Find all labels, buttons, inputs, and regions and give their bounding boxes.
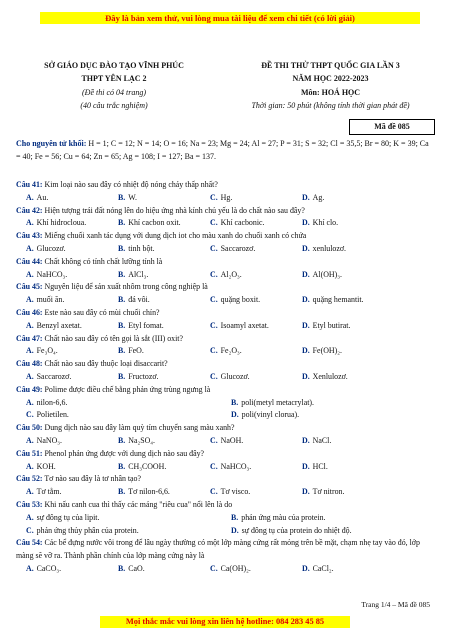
preview-banner: Đây là bản xem thử, vui lòng mua tài liệu để xem chi tiết (có lời giải)	[40, 12, 420, 24]
answer-option[interactable]	[118, 563, 210, 576]
answer-option[interactable]	[118, 371, 210, 384]
option-letter: B.	[118, 269, 126, 279]
exam-code-box: Mã đề 085	[349, 119, 435, 135]
option-text: KOH.	[36, 461, 56, 471]
answer-option[interactable]	[118, 486, 210, 499]
option-text: CaCO₃.	[36, 563, 62, 573]
question-number: Câu 53:	[16, 499, 43, 509]
option-letter: D.	[302, 563, 310, 573]
option-letter: A.	[26, 218, 34, 228]
answer-option[interactable]	[302, 320, 394, 333]
option-text: quặng boxit.	[220, 295, 261, 305]
question-text: Các bể đựng nước vôi trong để lâu ngày thường có một lớp màng cứng rất mỏng trên bề mặt, chạm nhẹ tay vào đó, lớp màng sẽ vỡ ra. Thành phần chính của lớp màng cứng này là	[16, 538, 420, 561]
answer-option[interactable]	[210, 563, 302, 576]
question-number: Câu 45:	[16, 282, 43, 292]
answer-option[interactable]	[210, 371, 302, 384]
option-text: tinh bột.	[128, 243, 155, 253]
page-footer: Trang 1/4 – Mã đề 085	[361, 600, 430, 609]
question-stem	[16, 256, 436, 269]
option-text: Fe₂O₃.	[220, 346, 242, 356]
answer-option[interactable]	[302, 345, 394, 358]
question-stem	[16, 384, 436, 397]
option-text: phản ứng thủy phân của protein.	[36, 525, 139, 535]
time-limit: Thời gian: 50 phút (không tính thời gian phát đề)	[251, 101, 410, 111]
question-number: Câu 50:	[16, 423, 43, 433]
options-row	[16, 409, 436, 422]
option-text: Ca(OH)₂.	[220, 563, 251, 573]
option-text: Khí hidrocloua.	[36, 218, 87, 228]
question-text: Dung dịch nào sau đây làm quỳ tím chuyển sang màu xanh?	[42, 423, 235, 433]
answer-option[interactable]	[26, 371, 118, 384]
option-letter: B.	[118, 435, 126, 445]
question-stem	[16, 448, 436, 461]
option-letter: A.	[26, 295, 34, 305]
option-letter: C.	[210, 243, 218, 253]
options-row	[16, 525, 436, 538]
question-item	[16, 333, 436, 359]
option-text: sự đông tụ của protein do nhiệt độ.	[241, 525, 352, 535]
option-letter: A.	[26, 512, 34, 522]
question-stem	[16, 307, 436, 320]
option-letter: D.	[302, 435, 310, 445]
option-text: Benzyl axetat.	[36, 320, 82, 330]
question-stem	[16, 358, 436, 371]
answer-option[interactable]	[26, 486, 118, 499]
question-stem	[16, 205, 436, 218]
answer-option[interactable]	[302, 563, 394, 576]
question-number: Câu 48:	[16, 359, 43, 369]
answer-option[interactable]	[26, 435, 118, 448]
option-text: muối ăn.	[36, 295, 65, 305]
option-letter: C.	[210, 192, 218, 202]
option-text: Etyl butirat.	[312, 320, 351, 330]
option-text: NaOH.	[220, 435, 244, 445]
option-letter: C.	[210, 295, 218, 305]
answer-option[interactable]	[302, 461, 394, 474]
options-row	[16, 435, 436, 448]
option-letter: D.	[302, 295, 310, 305]
option-text: xenlulozơ.	[312, 243, 346, 253]
answer-option[interactable]	[302, 486, 394, 499]
answer-option[interactable]	[26, 192, 118, 205]
answer-option[interactable]	[210, 269, 302, 282]
option-text: Tơ tằm.	[36, 487, 62, 497]
option-text: poli(metyl metacrylat).	[241, 397, 314, 407]
answer-option[interactable]	[231, 512, 436, 525]
option-letter: A.	[26, 563, 34, 573]
answer-option[interactable]	[118, 192, 210, 205]
options-row	[16, 371, 436, 384]
atomic-masses-text: H = 1; C = 12; N = 14; O = 16; Na = 23; Mg = 24; Al = 27; P = 31; S = 32; Cl = 35,5; Br = 80; K = 39; Ca = 40; Fe = 56; Cu = 64; Zn = 65; Ag = 108; I = 127; Ba = 137.	[16, 139, 429, 161]
option-text: Al(OH)₃.	[312, 269, 342, 279]
hotline-banner: Mọi thắc mắc vui lòng xin liên hệ hotline: 084 283 45 85	[100, 616, 350, 628]
question-item	[16, 499, 436, 537]
question-item	[16, 281, 436, 307]
question-number: Câu 49:	[16, 384, 43, 394]
question-count-note: (40 câu trắc nghiệm)	[80, 101, 148, 111]
option-text: NaHCO₃.	[220, 461, 252, 471]
question-number: Câu 52:	[16, 474, 43, 484]
option-letter: C.	[210, 487, 218, 497]
option-text: NaCl.	[312, 435, 332, 445]
answer-option[interactable]	[118, 320, 210, 333]
option-letter: A.	[26, 269, 34, 279]
option-text: poli(vinyl clorua).	[241, 410, 300, 420]
answer-option[interactable]	[210, 435, 302, 448]
option-letter: A.	[26, 435, 34, 445]
school-name: THPT YÊN LẠC 2	[81, 74, 147, 84]
question-text: Chất không có tính chất lưỡng tính là	[42, 256, 163, 266]
option-text: CH₃COOH.	[128, 461, 167, 471]
question-text: Hiện tượng trái đất nóng lên do hiệu ứng nhà kính chủ yếu là do chất nào sau đây?	[42, 205, 305, 215]
answer-option[interactable]	[210, 192, 302, 205]
option-letter: D.	[302, 346, 310, 356]
option-letter: C.	[210, 461, 218, 471]
option-letter: D.	[302, 487, 310, 497]
answer-option[interactable]	[26, 563, 118, 576]
option-text: đá vôi.	[128, 295, 150, 305]
question-text: Polime được điều chế bằng phản ứng trùng ngưng là	[42, 384, 211, 394]
options-row	[16, 192, 436, 205]
option-text: Hg.	[220, 192, 233, 202]
answer-option[interactable]	[210, 320, 302, 333]
atomic-masses	[16, 137, 434, 163]
options-row	[16, 269, 436, 282]
option-letter: B.	[118, 218, 126, 228]
option-text: HCl.	[312, 461, 328, 471]
question-item	[16, 256, 436, 282]
question-text: Tơ nào sau đây là tơ nhân tạo?	[42, 474, 142, 484]
option-letter: C.	[210, 346, 218, 356]
option-text: Fe(OH)₂.	[312, 346, 342, 356]
department-name: SỞ GIÁO DỤC ĐÀO TẠO VĨNH PHÚC	[44, 61, 184, 70]
question-text: Nguyên liệu để sản xuất nhôm trong công nghiệp là	[42, 282, 208, 292]
option-text: Saccarozơ.	[36, 371, 72, 381]
question-item	[16, 448, 436, 474]
option-letter: B.	[231, 397, 239, 407]
answer-option[interactable]	[231, 397, 436, 410]
question-text: Este nào sau đây có mùi chuối chín?	[42, 307, 160, 317]
page-count-note: (Đề thi có 04 trang)	[82, 87, 146, 97]
option-text: Au.	[36, 192, 49, 202]
answer-option[interactable]	[26, 269, 118, 282]
question-number: Câu 51:	[16, 448, 43, 458]
question-text: Phenol phản ứng được với dung dịch nào sau đây?	[42, 448, 205, 458]
option-text: Khí cacbon oxit.	[128, 218, 181, 228]
option-text: Isoamyl axetat.	[220, 320, 269, 330]
options-row	[16, 294, 436, 307]
option-letter: B.	[118, 371, 126, 381]
option-letter: C.	[26, 410, 34, 420]
option-text: sự đông tụ của lipit.	[36, 512, 100, 522]
option-letter: D.	[302, 243, 310, 253]
answer-option[interactable]	[302, 435, 394, 448]
question-item	[16, 358, 436, 384]
option-text: Xenlulozơ.	[312, 371, 348, 381]
answer-option[interactable]	[26, 397, 231, 410]
option-text: W.	[128, 192, 137, 202]
question-number: Câu 41:	[16, 180, 43, 189]
option-letter: D.	[231, 410, 239, 420]
answer-option[interactable]	[26, 294, 118, 307]
answer-option[interactable]	[118, 345, 210, 358]
question-number: Câu 46:	[16, 307, 43, 317]
options-row	[16, 461, 436, 474]
options-row	[16, 243, 436, 256]
question-number: Câu 47:	[16, 333, 43, 343]
options-row	[16, 217, 436, 230]
option-letter: D.	[302, 269, 310, 279]
exam-title: ĐỀ THI THỬ THPT QUỐC GIA LẦN 3	[261, 61, 400, 70]
option-letter: A.	[26, 243, 34, 253]
option-letter: A.	[26, 192, 34, 202]
option-text: Khí cacbonic.	[220, 218, 265, 228]
question-item	[16, 307, 436, 333]
answer-option[interactable]	[26, 512, 231, 525]
question-text: Chất nào sau đây thuộc loại đisaccarit?	[42, 359, 168, 369]
answer-option[interactable]	[118, 217, 210, 230]
answer-option[interactable]	[231, 409, 436, 422]
question-text: Kim loại nào sau đây có nhiệt độ nóng chảy thấp nhất?	[42, 180, 218, 189]
option-letter: A.	[26, 461, 34, 471]
options-row	[16, 320, 436, 333]
option-letter: B.	[118, 320, 126, 330]
question-text: Chất nào sau đây có tên gọi là sắt (III) oxit?	[42, 333, 183, 343]
answer-option[interactable]	[118, 294, 210, 307]
option-letter: B.	[118, 461, 126, 471]
question-stem	[16, 179, 436, 192]
option-letter: A.	[26, 371, 34, 381]
answer-option[interactable]	[210, 486, 302, 499]
option-letter: C.	[210, 435, 218, 445]
option-text: Tơ nilon-6,6.	[128, 487, 170, 497]
answer-option[interactable]	[302, 217, 394, 230]
question-item	[16, 230, 436, 256]
option-letter: B.	[231, 512, 239, 522]
question-stem	[16, 281, 436, 294]
option-letter: D.	[302, 320, 310, 330]
answer-option[interactable]	[302, 243, 394, 256]
answer-option[interactable]	[210, 345, 302, 358]
option-text: CaCl₂.	[312, 563, 334, 573]
option-letter: D.	[231, 525, 239, 535]
option-letter: B.	[118, 346, 126, 356]
option-letter: C.	[210, 320, 218, 330]
question-number: Câu 42:	[16, 205, 43, 215]
answer-option[interactable]	[26, 409, 231, 422]
question-item	[16, 537, 436, 575]
header-right	[228, 59, 433, 113]
option-letter: C.	[26, 525, 34, 535]
option-text: quặng hemantit.	[312, 295, 364, 305]
answer-option[interactable]	[26, 345, 118, 358]
option-letter: C.	[210, 563, 218, 573]
option-text: Tơ visco.	[220, 487, 251, 497]
option-letter: A.	[26, 320, 34, 330]
answer-option[interactable]	[118, 435, 210, 448]
answer-option[interactable]	[302, 371, 394, 384]
option-letter: B.	[118, 295, 126, 305]
option-letter: B.	[118, 192, 126, 202]
option-text: Glucozơ.	[36, 243, 66, 253]
option-letter: B.	[118, 563, 126, 573]
question-item	[16, 179, 436, 205]
option-text: Etyl fomat.	[128, 320, 164, 330]
option-text: phản ứng màu của protein.	[241, 512, 326, 522]
option-letter: C.	[210, 371, 218, 381]
option-text: Ag.	[312, 192, 325, 202]
options-row	[16, 486, 436, 499]
question-item	[16, 384, 436, 422]
option-text: Tơ nitron.	[312, 487, 345, 497]
question-stem	[16, 537, 436, 563]
answer-option[interactable]	[26, 461, 118, 474]
option-letter: A.	[26, 487, 34, 497]
question-text: Khi nấu canh cua thì thấy các mảng "riêu cua" nổi lên là do	[42, 499, 233, 509]
option-text: Polietilen.	[36, 410, 69, 420]
subject: Môn: HOÁ HỌC	[300, 87, 361, 97]
option-text: Fe₃O₄.	[36, 346, 58, 356]
option-text: Fructozơ.	[128, 371, 159, 381]
answer-option[interactable]	[118, 243, 210, 256]
answer-option[interactable]	[210, 461, 302, 474]
answer-option[interactable]	[26, 217, 118, 230]
option-letter: B.	[118, 243, 126, 253]
option-letter: C.	[210, 269, 218, 279]
answer-option[interactable]	[210, 294, 302, 307]
school-year: NĂM HỌC 2022-2023	[292, 74, 369, 84]
answer-option[interactable]	[118, 269, 210, 282]
question-stem	[16, 422, 436, 435]
question-number: Câu 43:	[16, 231, 43, 241]
option-letter: D.	[302, 192, 310, 202]
question-stem	[16, 499, 436, 512]
option-text: Khí clo.	[312, 218, 339, 228]
answer-option[interactable]	[26, 525, 231, 538]
option-text: FeO.	[128, 346, 144, 356]
question-item	[16, 205, 436, 231]
option-letter: D.	[302, 218, 310, 228]
header-left	[24, 59, 204, 113]
question-item	[16, 473, 436, 499]
options-row	[16, 397, 436, 410]
options-row	[16, 345, 436, 358]
option-letter: B.	[118, 487, 126, 497]
option-letter: C.	[210, 218, 218, 228]
option-text: Saccarozơ.	[220, 243, 256, 253]
options-row	[16, 563, 436, 576]
answer-option[interactable]	[26, 320, 118, 333]
option-text: Na₂SO₄.	[128, 435, 156, 445]
answer-option[interactable]	[231, 525, 436, 538]
option-letter: A.	[26, 346, 34, 356]
option-letter: D.	[302, 371, 310, 381]
question-item	[16, 422, 436, 448]
question-stem	[16, 333, 436, 346]
options-row	[16, 512, 436, 525]
option-text: NaHCO₃.	[36, 269, 68, 279]
answer-option[interactable]	[26, 243, 118, 256]
option-text: nilon-6,6.	[36, 397, 68, 407]
option-text: NaNO₃.	[36, 435, 62, 445]
option-text: CaO.	[128, 563, 145, 573]
atomic-masses-label: Cho nguyên tử khối:	[16, 139, 87, 148]
option-letter: D.	[302, 461, 310, 471]
question-stem	[16, 473, 436, 486]
option-text: Al₂O₃.	[220, 269, 242, 279]
answer-option[interactable]	[210, 217, 302, 230]
answer-option[interactable]	[302, 192, 394, 205]
question-number: Câu 54:	[16, 538, 43, 548]
option-text: AlCl₃.	[128, 269, 149, 279]
answer-option[interactable]	[302, 294, 394, 307]
question-stem	[16, 230, 436, 243]
question-list	[16, 179, 436, 576]
option-letter: A.	[26, 397, 34, 407]
answer-option[interactable]	[302, 269, 394, 282]
option-text: Glucozơ.	[220, 371, 250, 381]
answer-option[interactable]	[118, 461, 210, 474]
answer-option[interactable]	[210, 243, 302, 256]
question-number: Câu 44:	[16, 256, 43, 266]
question-text: Miếng chuối xanh tác dụng với dung dịch iot cho màu xanh do chuối xanh có chứa	[42, 231, 307, 241]
